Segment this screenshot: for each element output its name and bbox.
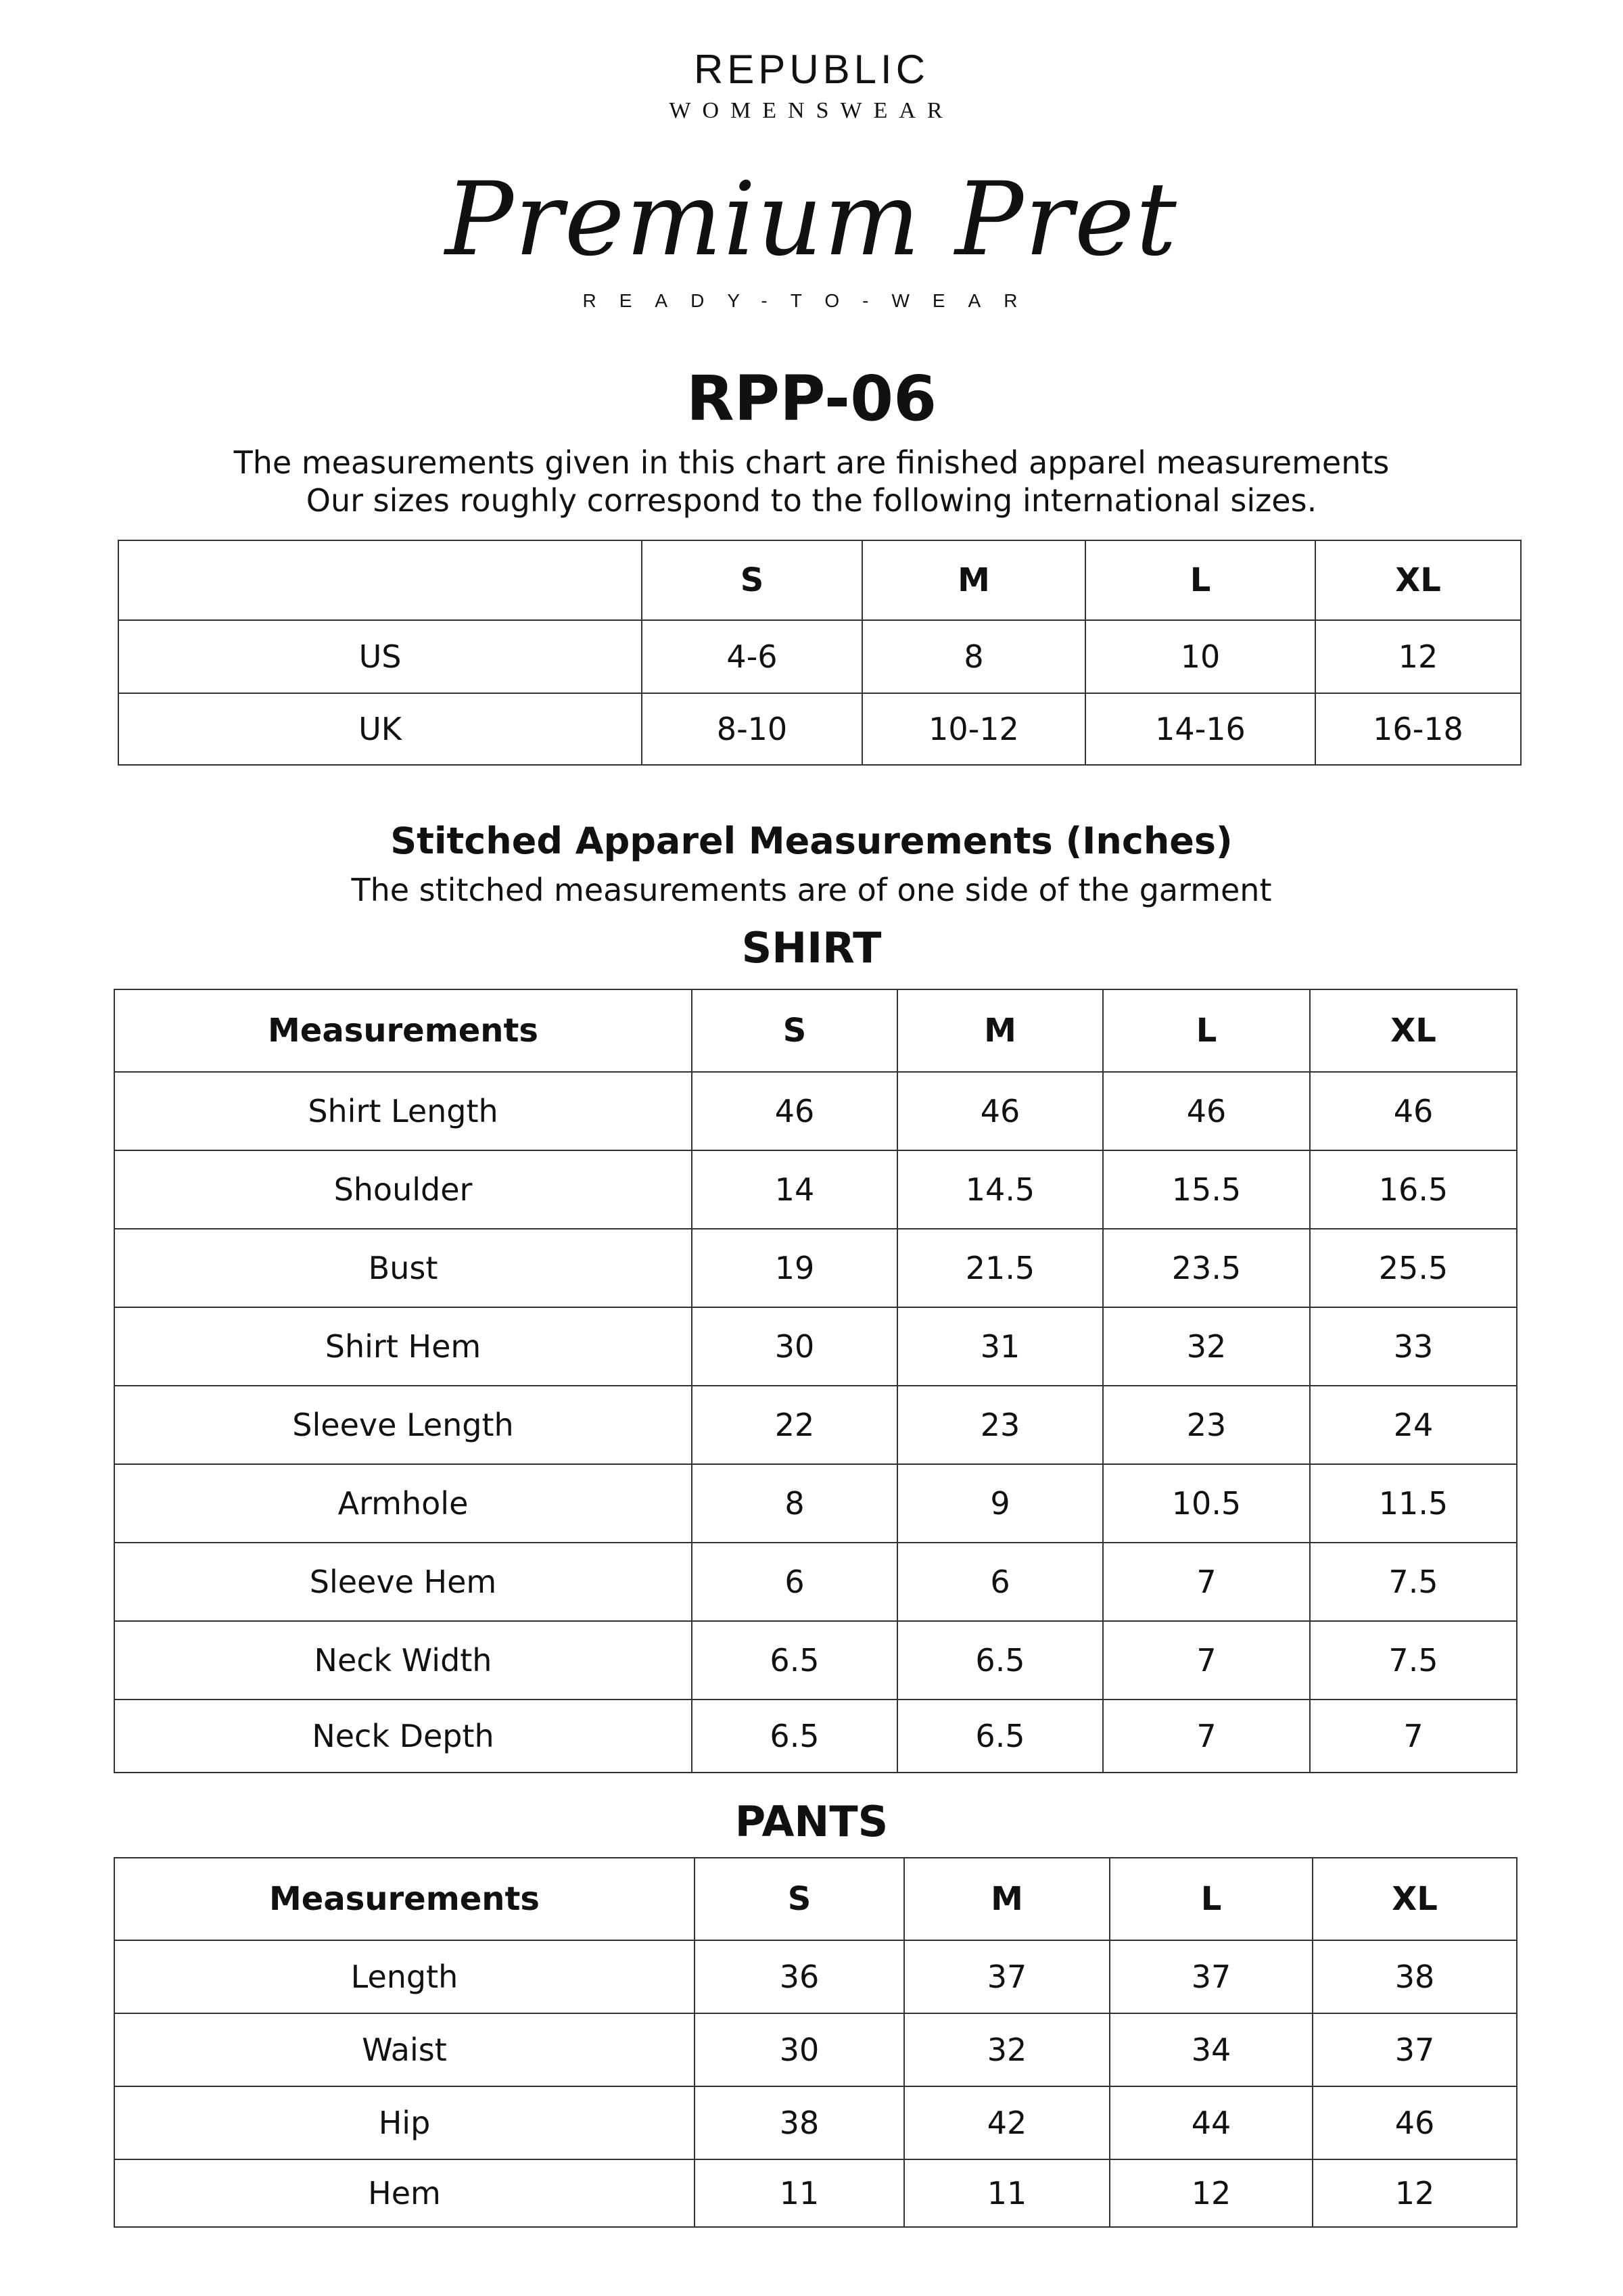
table-cell: Armhole bbox=[114, 1464, 692, 1543]
pants-header-s: S bbox=[695, 1858, 904, 1940]
table-cell: 42 bbox=[904, 2086, 1110, 2159]
table-cell: 10-12 bbox=[862, 693, 1085, 765]
pants-header-l: L bbox=[1110, 1858, 1313, 1940]
table-cell: 32 bbox=[1103, 1307, 1310, 1386]
table-cell: Length bbox=[114, 1940, 695, 2013]
shirt-header-measurements: Measurements bbox=[114, 989, 692, 1072]
table-cell: 12 bbox=[1110, 2159, 1313, 2227]
table-cell: 14 bbox=[692, 1150, 897, 1229]
table-cell: 19 bbox=[692, 1229, 897, 1307]
table-cell: 15.5 bbox=[1103, 1150, 1310, 1229]
table-cell: 25.5 bbox=[1310, 1229, 1517, 1307]
shirt-header-s: S bbox=[692, 989, 897, 1072]
table-cell: Hip bbox=[114, 2086, 695, 2159]
table-cell: Shirt Length bbox=[114, 1072, 692, 1150]
table-cell: UK bbox=[118, 693, 642, 765]
table-cell: 6.5 bbox=[897, 1700, 1103, 1773]
table-cell: Sleeve Length bbox=[114, 1386, 692, 1464]
size-header-s: S bbox=[642, 540, 862, 620]
size-conversion-table bbox=[118, 540, 1522, 766]
table-cell: 6 bbox=[897, 1543, 1103, 1621]
table-cell: 30 bbox=[695, 2013, 904, 2086]
table-cell: 38 bbox=[1313, 1940, 1517, 2013]
table-cell: 46 bbox=[692, 1072, 897, 1150]
shirt-table bbox=[114, 989, 1518, 1773]
table-cell: Waist bbox=[114, 2013, 695, 2086]
table-cell: 7 bbox=[1310, 1700, 1517, 1773]
table-cell: 36 bbox=[695, 1940, 904, 2013]
stitched-note: The stitched measurements are of one side of the garment bbox=[351, 872, 1272, 908]
table-row bbox=[114, 2013, 1517, 2086]
premium-pret-logo: Premium Pret bbox=[445, 161, 1178, 279]
stitched-title: Stitched Apparel Measurements (Inches) bbox=[390, 820, 1233, 862]
table-row bbox=[114, 1700, 1517, 1773]
table-cell: 11.5 bbox=[1310, 1464, 1517, 1543]
table-cell: 8-10 bbox=[642, 693, 862, 765]
table-row bbox=[114, 1543, 1517, 1621]
size-header-empty bbox=[118, 540, 642, 620]
table-cell: 11 bbox=[904, 2159, 1110, 2227]
table-cell: 7 bbox=[1103, 1621, 1310, 1700]
table-cell: 6.5 bbox=[692, 1700, 897, 1773]
table-cell: 4-6 bbox=[642, 620, 862, 693]
table-cell: 16.5 bbox=[1310, 1150, 1517, 1229]
intro-line-1: The measurements given in this chart are finished apparel measurements bbox=[233, 444, 1390, 481]
table-cell: 38 bbox=[695, 2086, 904, 2159]
table-cell: 7 bbox=[1103, 1700, 1310, 1773]
pants-title: PANTS bbox=[734, 1797, 889, 1846]
table-cell: 11 bbox=[695, 2159, 904, 2227]
table-cell: Shoulder bbox=[114, 1150, 692, 1229]
intro-line-2: Our sizes roughly correspond to the following international sizes. bbox=[306, 482, 1317, 519]
size-row-uk bbox=[118, 693, 1521, 765]
table-cell: 32 bbox=[904, 2013, 1110, 2086]
table-cell: 7.5 bbox=[1310, 1543, 1517, 1621]
table-cell: 37 bbox=[904, 1940, 1110, 2013]
table-cell: 10 bbox=[1085, 620, 1315, 693]
table-cell: 33 bbox=[1310, 1307, 1517, 1386]
pants-header-row bbox=[114, 1858, 1517, 1940]
table-row bbox=[114, 1229, 1517, 1307]
table-cell: 24 bbox=[1310, 1386, 1517, 1464]
table-row bbox=[114, 1150, 1517, 1229]
table-cell: Shirt Hem bbox=[114, 1307, 692, 1386]
size-header-xl: XL bbox=[1315, 540, 1521, 620]
table-row bbox=[114, 1307, 1517, 1386]
table-cell: 6.5 bbox=[897, 1621, 1103, 1700]
brand-name: REPUBLIC bbox=[693, 47, 930, 92]
table-row bbox=[114, 1621, 1517, 1700]
table-cell: 10.5 bbox=[1103, 1464, 1310, 1543]
table-cell: 37 bbox=[1110, 1940, 1313, 2013]
size-header-row bbox=[118, 540, 1521, 620]
table-cell: Neck Width bbox=[114, 1621, 692, 1700]
pants-header-m: M bbox=[904, 1858, 1110, 1940]
table-cell: 14.5 bbox=[897, 1150, 1103, 1229]
table-cell: Neck Depth bbox=[114, 1700, 692, 1773]
table-cell: 9 bbox=[897, 1464, 1103, 1543]
table-cell: 34 bbox=[1110, 2013, 1313, 2086]
table-row bbox=[114, 2086, 1517, 2159]
table-cell: 23 bbox=[897, 1386, 1103, 1464]
table-cell: 12 bbox=[1313, 2159, 1517, 2227]
shirt-header-row bbox=[114, 989, 1517, 1072]
table-cell: 46 bbox=[1310, 1072, 1517, 1150]
table-cell: 6 bbox=[692, 1543, 897, 1621]
table-row bbox=[114, 1940, 1517, 2013]
table-row bbox=[114, 1072, 1517, 1150]
table-cell: 12 bbox=[1315, 620, 1521, 693]
table-cell: 46 bbox=[1313, 2086, 1517, 2159]
shirt-header-xl: XL bbox=[1310, 989, 1517, 1072]
shirt-header-l: L bbox=[1103, 989, 1310, 1072]
table-cell: 7.5 bbox=[1310, 1621, 1517, 1700]
table-cell: 22 bbox=[692, 1386, 897, 1464]
table-cell: 8 bbox=[862, 620, 1085, 693]
table-cell: 8 bbox=[692, 1464, 897, 1543]
table-row bbox=[114, 1464, 1517, 1543]
table-cell: 30 bbox=[692, 1307, 897, 1386]
table-cell: Hem bbox=[114, 2159, 695, 2227]
size-header-m: M bbox=[862, 540, 1085, 620]
shirt-header-m: M bbox=[897, 989, 1103, 1072]
table-cell: 6.5 bbox=[692, 1621, 897, 1700]
table-cell: 44 bbox=[1110, 2086, 1313, 2159]
table-cell: US bbox=[118, 620, 642, 693]
table-cell: 23.5 bbox=[1103, 1229, 1310, 1307]
table-cell: Bust bbox=[114, 1229, 692, 1307]
shirt-title: SHIRT bbox=[741, 923, 882, 973]
table-cell: Sleeve Hem bbox=[114, 1543, 692, 1621]
table-row bbox=[114, 2159, 1517, 2227]
table-cell: 14-16 bbox=[1085, 693, 1315, 765]
size-row-us bbox=[118, 620, 1521, 693]
pants-header-measurements: Measurements bbox=[114, 1858, 695, 1940]
table-row bbox=[114, 1386, 1517, 1464]
pants-header-xl: XL bbox=[1313, 1858, 1517, 1940]
logo-tagline: READY-TO-WEAR bbox=[582, 290, 1041, 311]
table-cell: 31 bbox=[897, 1307, 1103, 1386]
table-cell: 37 bbox=[1313, 2013, 1517, 2086]
table-cell: 16-18 bbox=[1315, 693, 1521, 765]
size-header-l: L bbox=[1085, 540, 1315, 620]
table-cell: 46 bbox=[1103, 1072, 1310, 1150]
table-cell: 21.5 bbox=[897, 1229, 1103, 1307]
pants-table bbox=[114, 1857, 1518, 2228]
table-cell: 23 bbox=[1103, 1386, 1310, 1464]
brand-subtitle: WOMENSWEAR bbox=[669, 98, 954, 123]
product-code: RPP-06 bbox=[686, 362, 937, 435]
table-cell: 7 bbox=[1103, 1543, 1310, 1621]
table-cell: 46 bbox=[897, 1072, 1103, 1150]
